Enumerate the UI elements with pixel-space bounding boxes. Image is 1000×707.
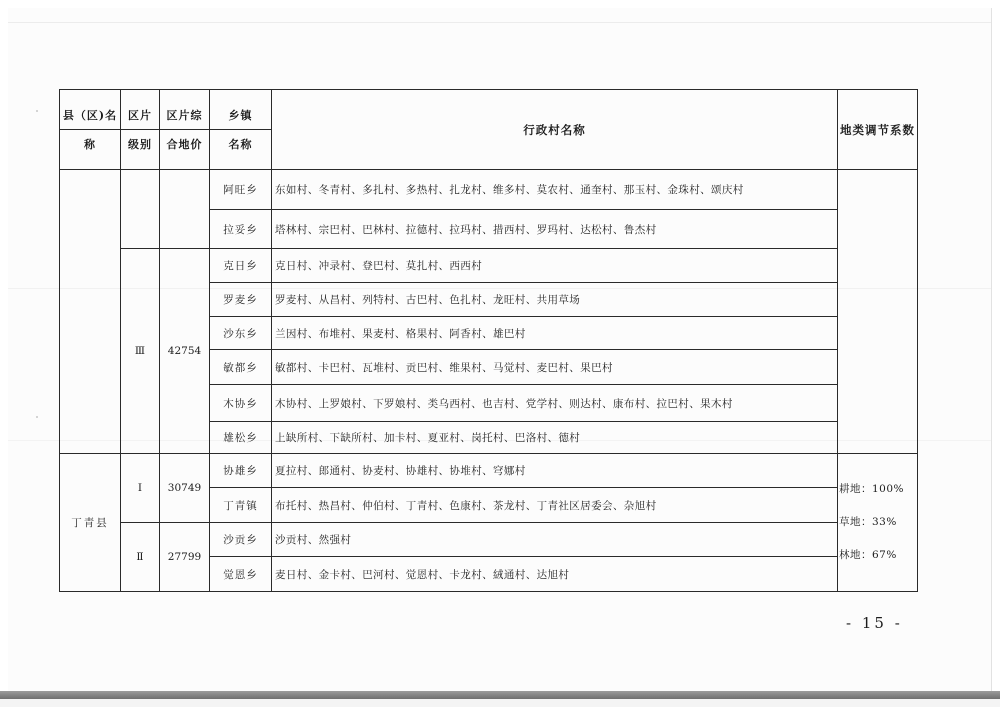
villages-cell: 塔林村、宗巴村、巴林村、拉德村、拉玛村、措西村、罗玛村、达松村、鲁杰村 [272,210,838,249]
price-cell-continued [160,170,210,249]
land-price-table [59,89,918,592]
page-number: - 15 - [846,614,903,632]
villages-cell: 东如村、冬青村、多扎村、多热村、扎龙村、维多村、莫农村、通奎村、那玉村、金珠村、颂庆村 [272,170,838,210]
scan-artifact-line [8,22,991,23]
scan-speck [36,416,38,418]
price-cell: 30749 [160,454,210,523]
table-row [60,454,918,488]
table-row [60,523,918,557]
header-price-2: 合地价 [160,130,210,170]
price-cell: 27799 [160,523,210,592]
coef-cell [838,454,918,592]
level-cell: Ⅱ [121,523,160,592]
town-cell: 丁青镇 [210,488,272,523]
coef-grassland: 草地：33% [839,516,897,528]
town-cell: 克日乡 [210,249,272,283]
town-cell: 木协乡 [210,385,272,422]
town-cell: 觉恩乡 [210,557,272,592]
villages-cell: 敏都村、卡巴村、瓦堆村、贡巴村、维果村、马觉村、麦巴村、果巴村 [272,350,838,385]
county-cell: 丁青县 [60,454,121,592]
town-cell: 协雄乡 [210,454,272,488]
town-cell: 雄松乡 [210,422,272,454]
scanner-edge-bar-lower [0,699,1000,707]
header-county: 县（区)名 [60,90,121,130]
header-level: 区片 [121,90,160,130]
header-villages: 行政村名称 [272,90,838,170]
level-cell-continued [121,170,160,249]
villages-cell: 布托村、热昌村、仲伯村、丁青村、色康村、茶龙村、丁青社区居委会、杂旭村 [272,488,838,523]
villages-cell: 罗麦村、从昌村、列特村、古巴村、色扎村、龙旺村、共用草场 [272,283,838,317]
coef-farmland: 耕地：100% [839,483,905,495]
header-town-2: 名称 [210,130,272,170]
header-county-2: 称 [60,130,121,170]
villages-cell: 夏拉村、郎通村、协麦村、协雄村、协堆村、穹娜村 [272,454,838,488]
scanner-edge-bar [0,691,1000,699]
coef-cell-continued [838,170,918,454]
header-row-top [60,90,918,130]
level-cell: Ⅰ [121,454,160,523]
level-cell: Ⅲ [121,249,160,454]
header-town: 乡镇 [210,90,272,130]
scan-speck [36,110,38,112]
price-cell: 42754 [160,249,210,454]
town-cell: 沙贡乡 [210,523,272,557]
villages-cell: 上缺所村、下缺所村、加卡村、夏亚村、岗托村、巴洛村、德村 [272,422,838,454]
coef-forest: 林地：67% [839,549,897,561]
villages-cell: 麦日村、金卡村、巴河村、觉恩村、卡龙村、絨通村、达旭村 [272,557,838,592]
table-row [60,170,918,210]
town-cell: 沙东乡 [210,317,272,350]
villages-cell: 克日村、冲录村、登巴村、莫扎村、西西村 [272,249,838,283]
town-cell: 阿旺乡 [210,170,272,210]
header-price: 区片综 [160,90,210,130]
town-cell: 罗麦乡 [210,283,272,317]
villages-cell: 兰因村、布堆村、果麦村、格果村、阿香村、雄巴村 [272,317,838,350]
table-row [60,249,918,283]
villages-cell: 沙贡村、然强村 [272,523,838,557]
villages-cell: 木协村、上罗娘村、下罗娘村、类乌西村、也吉村、党学村、则达村、康布村、拉巴村、果木村 [272,385,838,422]
town-cell: 拉妥乡 [210,210,272,249]
town-cell: 敏都乡 [210,350,272,385]
header-coef: 地类调节系数 [838,90,918,170]
county-cell-continued [60,170,121,454]
header-level-2: 级别 [121,130,160,170]
